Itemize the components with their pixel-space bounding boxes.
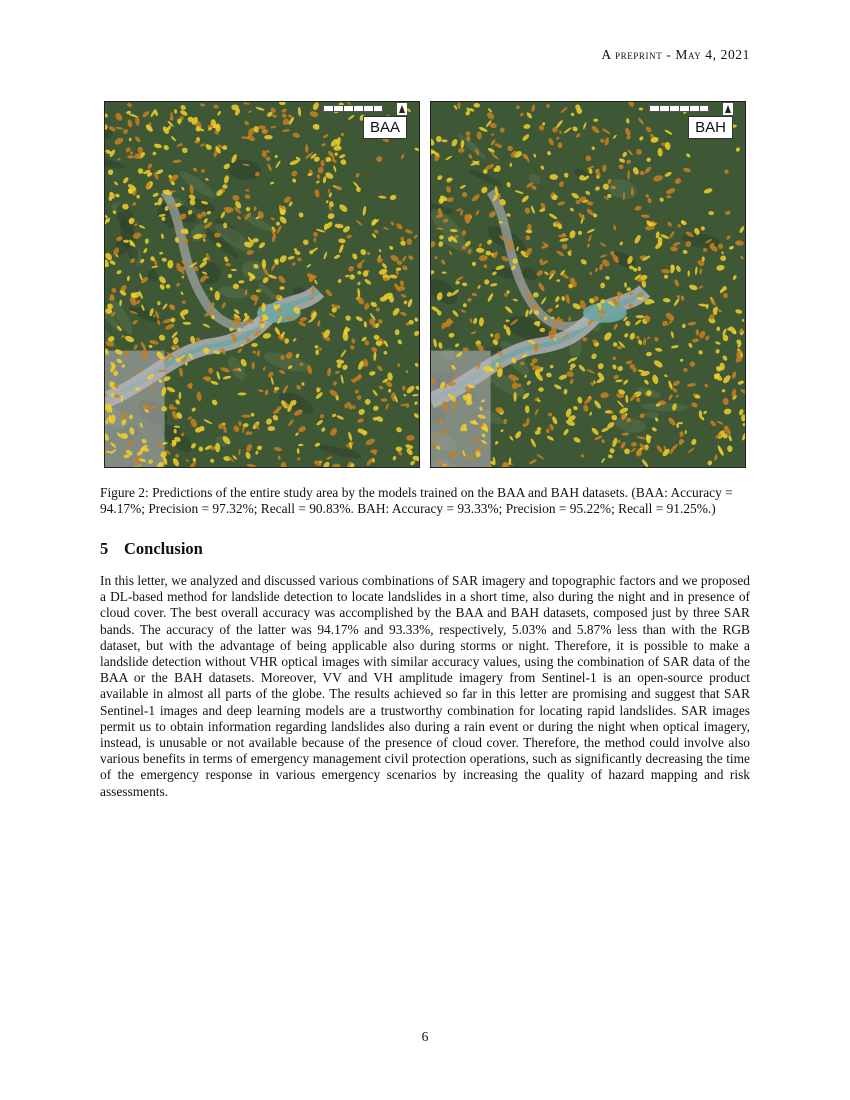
scale-bar: [649, 105, 709, 112]
page-number: 6: [421, 1029, 429, 1044]
section-heading: [100, 539, 203, 559]
map-panel-bah: [430, 101, 746, 468]
satellite-map-bah: [431, 102, 745, 467]
panel-label-bah: BAH: [688, 116, 733, 139]
section-title: Conclusion: [124, 539, 203, 558]
map-panel-baa: [104, 101, 420, 468]
scale-bar: [323, 105, 383, 112]
section-number: 5: [100, 539, 109, 558]
running-header: A preprint - May 4, 2021: [601, 47, 750, 62]
north-arrow-icon: [397, 103, 407, 115]
north-arrow-icon: [723, 103, 733, 115]
satellite-map-baa: [105, 102, 419, 467]
conclusion-paragraph: In this letter, we analyzed and discussed various combinations of SAR imagery and topographic factors and we proposed a DL-based method for landslide detection to locate landslides in a short time, also during the night and in presence of cloud cover. The best overall accuracy was accomplished by the BAA and BAH datasets, composed just by three SAR bands. The accuracy of the latter was 94.17% and 93.33%, respectively, 5.03% and 5.87% less than with the RGB dataset, but with the advantage of being applicable also during storms or night. Therefore, it is possible to make a landslide detection without VHR optical images with similar accuracy values, using the combination of SAR data of the BAA or the BAH datasets. Moreover, VV and VH amplitude imagery from Sentinel-1 is an open-source product available in almost all parts of the globe. The results achieved so far in this letter are promising and suggest that SAR Sentinel-1 images and deep learning models are a trustworthy combination for locating rapid landslides. SAR images permit us to obtain information regarding landslides also during a rain event or during the night when optical imagery, instead, is unusable or not available because of the presence of cloud cover. Therefore, the method could involve also various benefits in terms of emergency management civil protection operations, such as significantly decreasing the time of the emergency response in various emergency scenarios by increasing the quality of hazard mapping and risk assessments.: [100, 573, 750, 799]
panel-label-baa: BAA: [363, 116, 407, 139]
figure-2: [104, 101, 746, 468]
figure-caption: Figure 2: Predictions of the entire study area by the models trained on the BAA and BAH datasets. (BAA: Accuracy = 94.17%; Precision = 97.32%; Recall = 90.83%. BAH: Accuracy = 93.33%; Precision = 95.22%; Recall = 91.25%.): [100, 485, 733, 517]
